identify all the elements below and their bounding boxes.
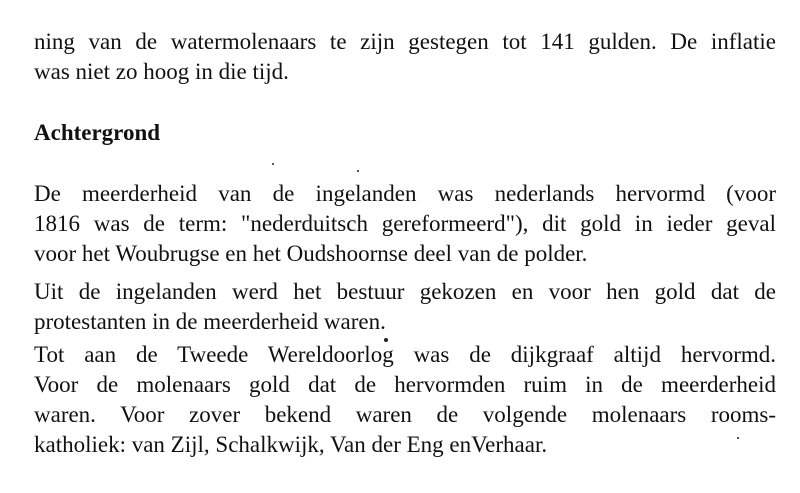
scan-speck (737, 437, 739, 439)
scan-speck (272, 163, 274, 165)
section-heading: Achtergrond (34, 120, 161, 145)
body-line-8: waren. Voor zover bekend waren de volgende molenaars rooms- (34, 402, 776, 427)
body-line-7: Voor de molenaars gold dat de hervormden ruim in de meerderheid (34, 372, 776, 397)
body-line-2: 1816 was de term: "nederduitsch gereformeerd"), dit gold in ieder geval (34, 211, 776, 236)
body-line-5: protestanten in de meerderheid waren. (34, 309, 386, 334)
body-line-1: De meerderheid van de ingelanden was nederlands hervormd (voor (34, 181, 776, 206)
body-line-9: katholiek: van Zijl, Schalkwijk, Van der Eng enVerhaar. (34, 432, 548, 457)
body-line-4: Uit de ingelanden werd het bestuur gekozen en voor hen gold dat de (34, 279, 776, 304)
body-line-6: Tot aan de Tweede Wereldoorlog was de dijkgraaf altijd hervormd. (34, 342, 776, 367)
intro-line-1: ning van de watermolenaars te zijn gestegen tot 141 gulden. De inflatie (34, 29, 776, 54)
scan-speck (357, 170, 359, 172)
body-line-3: voor het Woubrugse en het Oudshoornse deel van de polder. (34, 241, 588, 266)
scan-speck (384, 338, 388, 342)
intro-line-2: was niet zo hoog in die tijd. (34, 59, 289, 84)
